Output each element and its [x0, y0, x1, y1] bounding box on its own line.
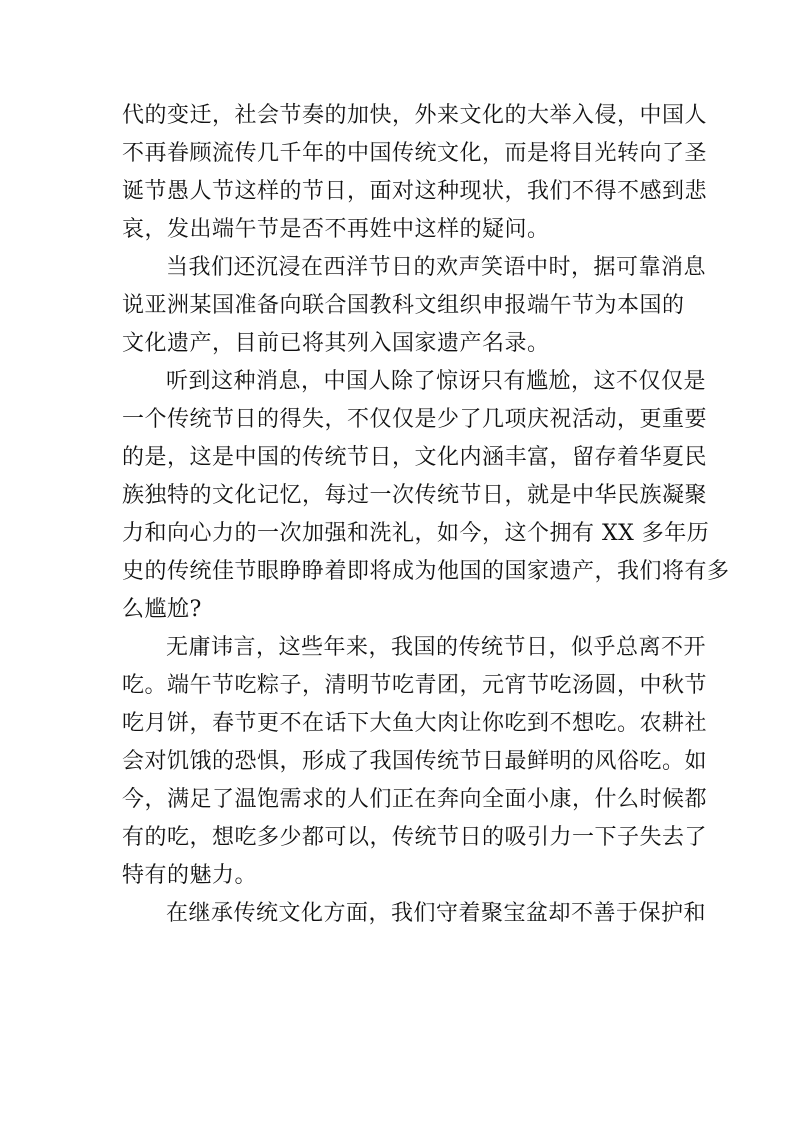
text-line: 么尴尬? — [122, 597, 202, 622]
text-line: 听到这种消息，中国人除了惊讶只有尴尬，这不仅仅是 — [166, 369, 707, 394]
text-line: 有的吃，想吃多少都可以，传统节日的吸引力一下子失去了 — [122, 825, 708, 850]
text-line: 不再眷顾流传几千年的中国传统文化，而是将目光转向了圣 — [122, 141, 708, 166]
text-line: 特有的魅力。 — [122, 863, 258, 888]
text-line: 会对饥饿的恐惧，形成了我国传统节日最鲜明的风俗吃。如 — [122, 749, 708, 774]
text-line: 在继承传统文化方面，我们守着聚宝盆却不善于保护和 — [166, 901, 707, 926]
text-line: 说亚洲某国准备向联合国教科文组织申报端午节为本国的 — [122, 293, 685, 318]
text-line: 力和向心力的一次加强和洗礼，如今，这个拥有 XX 多年历 — [122, 521, 710, 546]
text-line: 一个传统节日的得失，不仅仅是少了几项庆祝活动，更重要 — [122, 407, 708, 432]
text-line: 的是，这是中国的传统节日，文化内涵丰富，留存着华夏民 — [122, 445, 708, 470]
text-line: 今，满足了温饱需求的人们正在奔向全面小康，什么时候都 — [122, 787, 708, 812]
text-line: 当我们还沉浸在西洋节日的欢声笑语中时，据可靠消息 — [166, 255, 707, 280]
text-line: 诞节愚人节这样的节日，面对这种现状，我们不得不感到悲 — [122, 179, 708, 204]
text-line: 文化遗产，目前已将其列入国家遗产名录。 — [122, 331, 550, 356]
text-line: 吃。端午节吃粽子，清明节吃青团，元宵节吃汤圆，中秋节 — [122, 673, 708, 698]
text-line: 无庸讳言，这些年来，我国的传统节日，似乎总离不开 — [166, 635, 707, 660]
text-line: 哀，发出端午节是否不再姓中这样的疑问。 — [122, 217, 550, 242]
body-text — [122, 97, 730, 933]
text-line: 代的变迁，社会节奏的加快，外来文化的大举入侵，中国人 — [122, 103, 708, 128]
text-line: 史的传统佳节眼睁睁着即将成为他国的国家遗产，我们将有多 — [122, 559, 730, 584]
text-line: 吃月饼，春节更不在话下大鱼大肉让你吃到不想吃。农耕社 — [122, 711, 708, 736]
text-line: 族独特的文化记忆，每过一次传统节日，就是中华民族凝聚 — [122, 483, 708, 508]
